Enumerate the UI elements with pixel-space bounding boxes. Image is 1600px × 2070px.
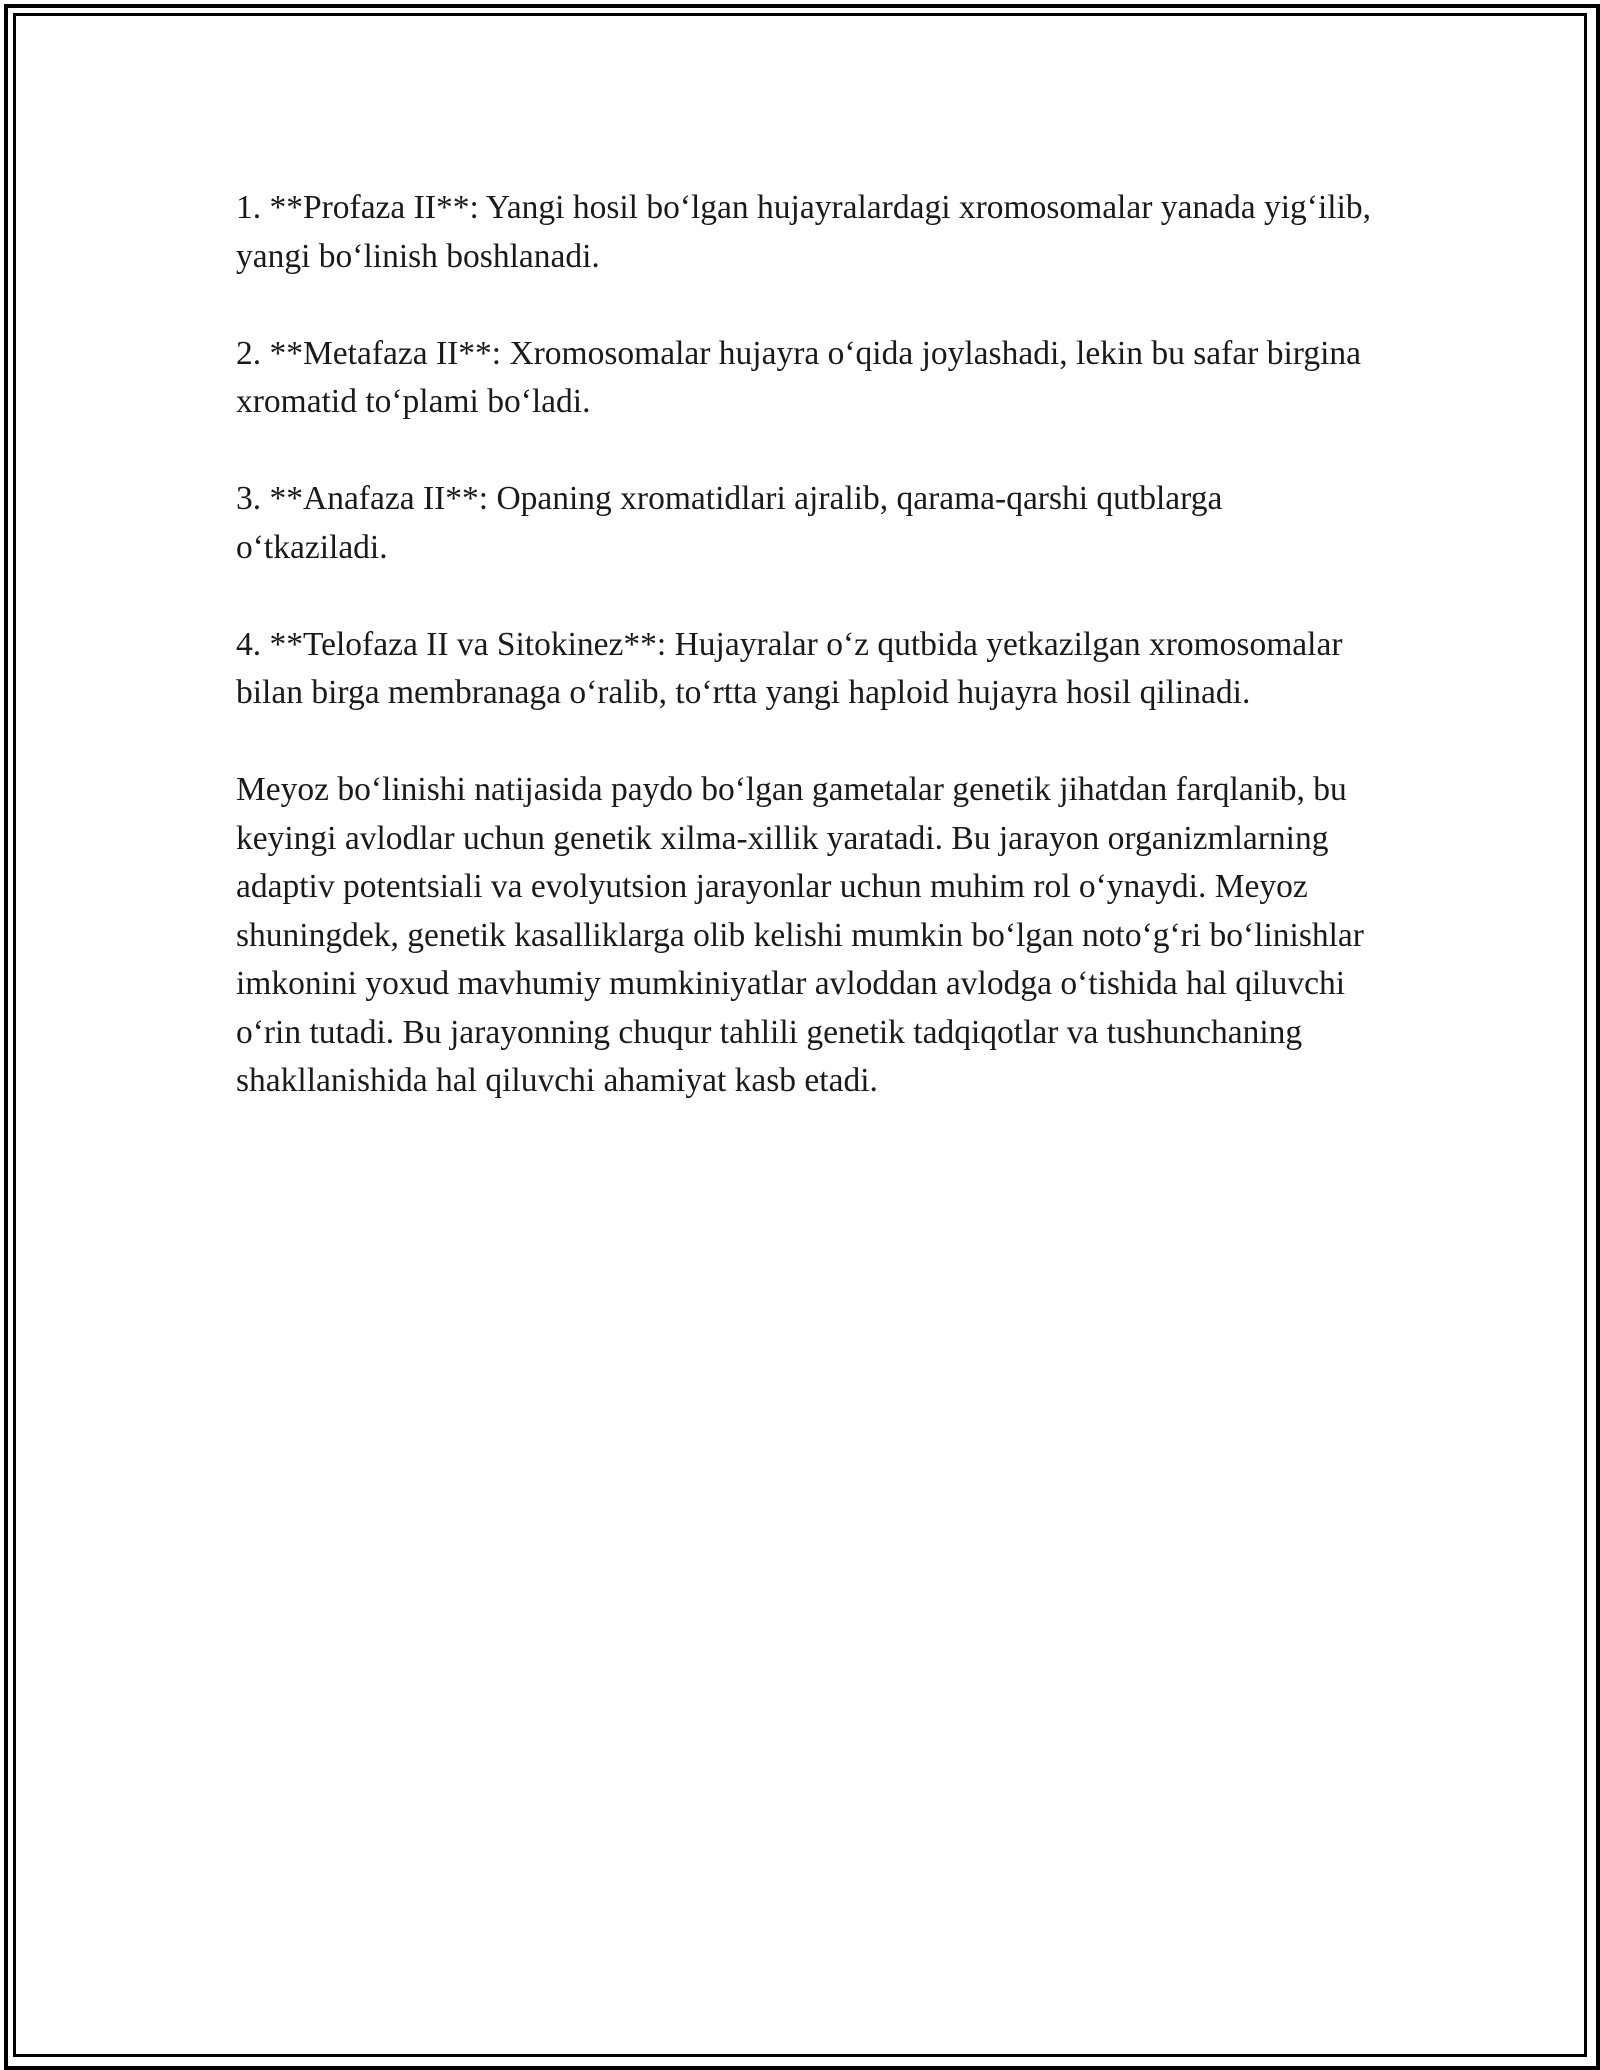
list-item-telofaza-ii: 4. **Telofaza II va Sitokinez**: Hujayralar o‘z qutbida yetkazilgan xromosomalar bilan birga membranaga o‘ralib, to‘rtta yangi haploid hujayra hosil qilinadi. bbox=[236, 625, 1343, 711]
list-item-profaza-ii: 1. **Profaza II**: Yangi hosil bo‘lgan hujayralardagi xromosomalar yanada yig‘ilib, yangi bo‘linish boshlanadi. bbox=[236, 189, 1372, 275]
document-body bbox=[236, 184, 1376, 1154]
summary-paragraph: Meyoz bo‘linishi natijasida paydo bo‘lgan gametalar genetik jihatdan farqlanib, bu keyingi avlodlar uchun genetik xilma-xillik yaratadi. Bu jarayon organizmlarning adaptiv potentsiali va evolyutsion jarayonlar uchun muhim rol o‘ynaydi. Meyoz shuningdek, genetik kasalliklarga olib kelishi mumkin bo‘lgan noto‘g‘ri bo‘linishlar imkonini yoxud mavhumiy mumkiniyatlar avloddan avlodga o‘tishida hal qiluvchi o‘rin tutadi. Bu jarayonning chuqur tahlili genetik tadqiqotlar va tushunchaning shakllanishida hal qiluvchi ahamiyat kasb etadi. bbox=[236, 771, 1364, 1099]
list-item-anafaza-ii: 3. **Anafaza II**: Opaning xromatidlari ajralib, qarama-qarshi qutblarga o‘tkaziladi. bbox=[236, 480, 1223, 566]
list-item-metafaza-ii: 2. **Metafaza II**: Xromosomalar hujayra o‘qida joylashadi, lekin bu safar birgina xromatid to‘plami bo‘ladi. bbox=[236, 334, 1361, 420]
